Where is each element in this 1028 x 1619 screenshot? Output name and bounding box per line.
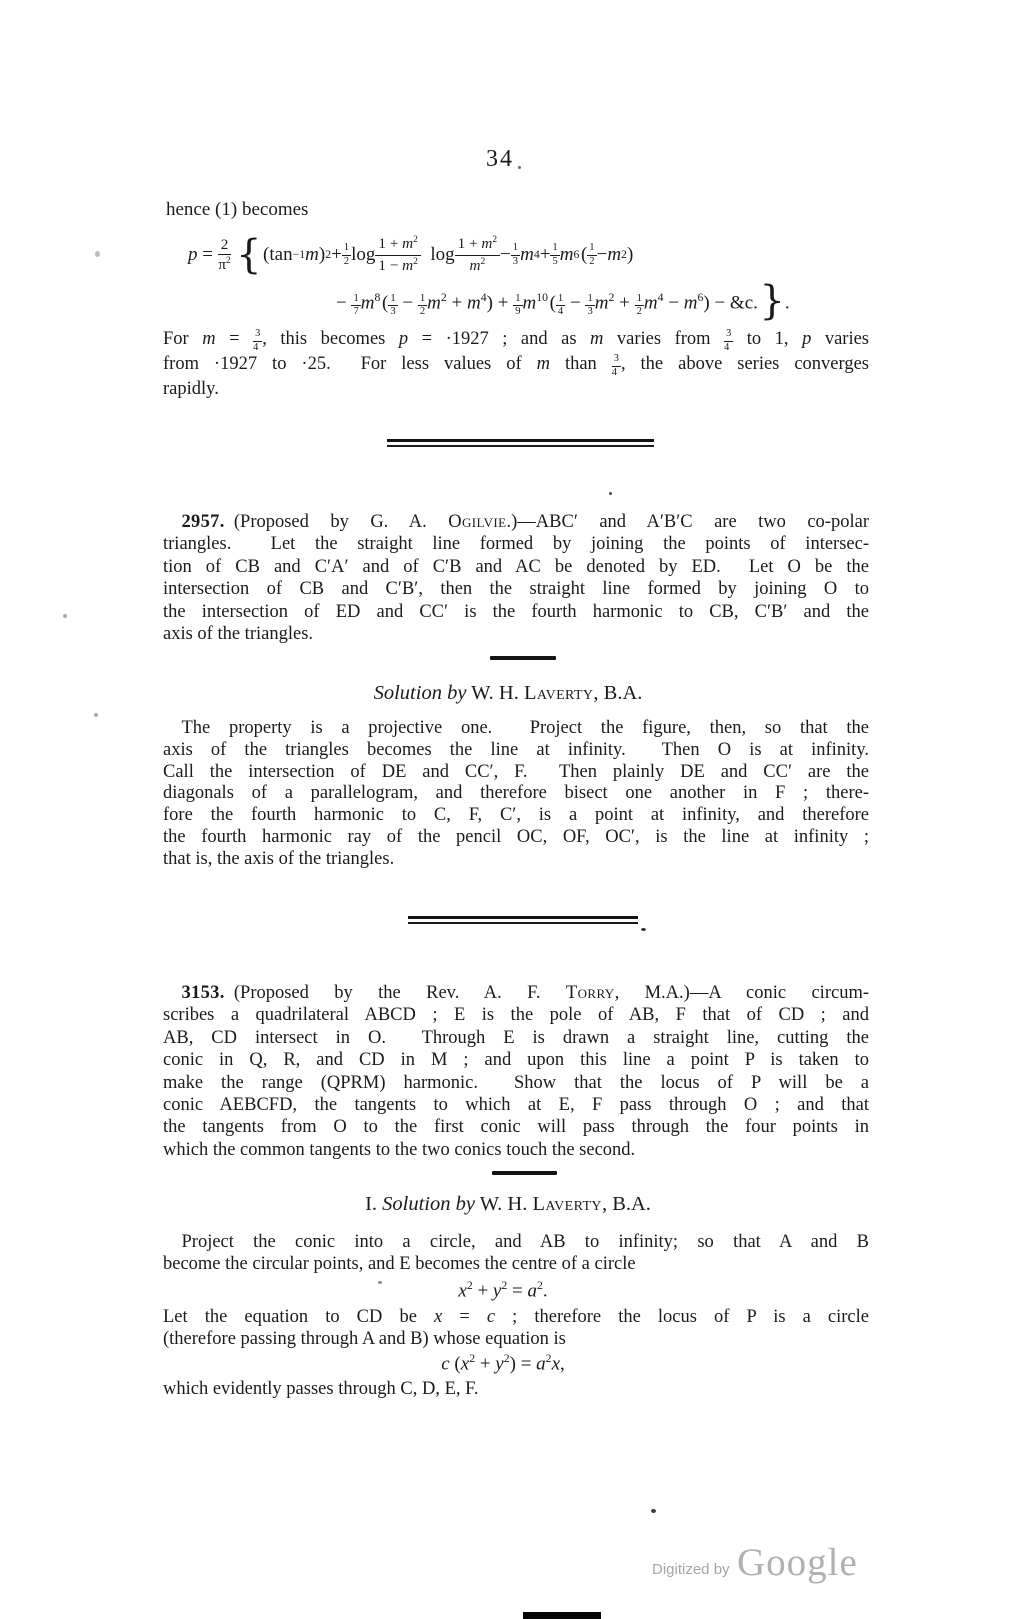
equation-locus: c $(x^2 + y^2) = a^2x$, xyxy=(441,1352,565,1375)
solution-3153-continuation xyxy=(163,1306,869,1351)
text-line: that is, the axis of the triangles. xyxy=(163,848,395,869)
page-number: 34 xyxy=(486,146,514,172)
text-line: rapidly. xyxy=(163,379,219,400)
text-line: make the range (QPRM) harmonic. Show that the locus of P will be a xyxy=(163,1072,869,1093)
text-line: fore the fourth harmonic to C, F, C′, is a point at infinity, and therefore xyxy=(163,805,869,826)
scan-speck-1 xyxy=(95,251,100,257)
text-line: the fourth harmonic ray of the pencil OC, OF, OC′, is the line at infinity ; xyxy=(163,826,869,847)
text-line: the intersection of ED and CC′ is the fourth harmonic to CB, C′B′ and the xyxy=(163,601,869,622)
scan-speck-5 xyxy=(641,928,646,931)
text-line: become the circular points, and E becomes the centre of a circle xyxy=(163,1254,636,1275)
digitized-by-label: Digitized by xyxy=(652,1561,730,1578)
solution-3153-intro xyxy=(163,1231,869,1276)
solution-heading-3153: I. Solution by W. H. Laverty, B.A. xyxy=(365,1193,651,1215)
text-line: the tangents from O to the first conic will pass through the four points in xyxy=(163,1117,869,1138)
text-line: conic in Q, R, and CD in M ; and upon this line a point P is taken to xyxy=(163,1050,869,1071)
text-line: Project the conic into a circle, and AB to infinity; so that A and B xyxy=(163,1232,869,1252)
text-line: 3153. (Proposed by the Rev. A. F. Torry, M.A.)—A conic circum- xyxy=(181,983,869,1003)
text-line: from ·1927 to ·25. For less values of m than $\frac{3}{4}$ , the above series converges xyxy=(163,353,869,378)
text-line: tion of CB and C′A′ and of C′B and AC be denoted by ED. Let O be the xyxy=(163,556,869,577)
section-divider-top xyxy=(387,439,654,447)
intro-line: hence (1) becomes xyxy=(166,199,309,220)
scan-speck-6 xyxy=(651,1509,656,1513)
scan-speck-7 xyxy=(518,166,521,169)
series-convergence-paragraph xyxy=(163,328,869,400)
text-line: 2957. (Proposed by G. A. Ogilvie.)—ABC′ and A′B′C are two co-polar xyxy=(181,512,869,532)
text-line: axis of the triangles becomes the line at infinity. Then O is at infinity. xyxy=(163,739,869,760)
text-line: which the common tangents to the two conics touch the second. xyxy=(163,1139,636,1160)
text-line: AB, CD intersect in O. Through E is drawn a straight line, cutting the xyxy=(163,1027,869,1048)
text-line: Call the intersection of DE and CC′, F. Then plainly DE and CC′ are the xyxy=(163,761,869,782)
text-line: conic AEBCFD, the tangents to which at E, F pass through O ; and that xyxy=(163,1095,869,1116)
series-formula-line-1: p = 2 $\pi^2$ { (tan −1 m ) 2 + 1 2 log $1 + m^2$ $1 - m^2$ log $1 + m^2$ $m^2$ − 1 3 m 4 + 1 5 m 6 ( 1 2 − m 2 ) xyxy=(188,232,634,278)
section-divider-middle xyxy=(408,916,638,924)
text-line: diagonals of a parallelogram, and therefore bisect one another in F ; there- xyxy=(163,783,869,804)
scan-speck-3 xyxy=(94,713,98,717)
scan-speck-2 xyxy=(63,614,67,618)
text-line: intersection of CB and C′B′, then the straight line formed by joining O to xyxy=(163,579,869,600)
text-line: (therefore passing through A and B) whose equation is xyxy=(163,1329,566,1350)
solution-heading-2957: Solution by W. H. Laverty, B.A. xyxy=(373,682,643,704)
google-logo: Google xyxy=(737,1541,858,1584)
bottom-scan-mark xyxy=(523,1612,601,1619)
solution-2957-text xyxy=(163,718,869,871)
scan-speck-8 xyxy=(378,1281,382,1284)
text-line: Let the equation to CD be x = c ; therefore the locus of P is a circle xyxy=(163,1307,869,1327)
text-line: axis of the triangles. xyxy=(163,624,314,645)
solution-rule-2957 xyxy=(490,656,556,660)
solution-rule-3153 xyxy=(492,1171,557,1175)
text-line: triangles. Let the straight line formed by joining the points of intersec- xyxy=(163,534,869,555)
text-line: The property is a projective one. Project the figure, then, so that the xyxy=(163,718,869,738)
problem-2957-statement xyxy=(163,511,869,645)
solution-3153-closing: which evidently passes through C, D, E, F. xyxy=(163,1379,479,1399)
series-formula-line-2: − $\frac{1}{7}$ $m^8$ ( $\frac{1}{3}$ − $\frac{1}{2}$ $m^2 + m^4$) + $\frac{1}{9}$ $m^{10}$ ( $\frac{1}{4}$ − $\frac{1}{3}$ $m^2$ + $\frac{1}{2}$ $m^4 - m^6$) − &c. }. xyxy=(336,277,790,324)
text-line: For m = $\frac{3}{4}$ , this becomes p = ·1927 ; and as m varies from $\frac{3}{4}$ to 1, p varies xyxy=(163,328,870,353)
text-line: scribes a quadrilateral ABCD ; E is the pole of AB, F that of CD ; and xyxy=(163,1005,869,1026)
problem-3153-statement xyxy=(163,982,869,1161)
scan-speck-4 xyxy=(609,492,612,495)
equation-circle: $x^2 + y^2 = a^2$. xyxy=(458,1279,548,1302)
